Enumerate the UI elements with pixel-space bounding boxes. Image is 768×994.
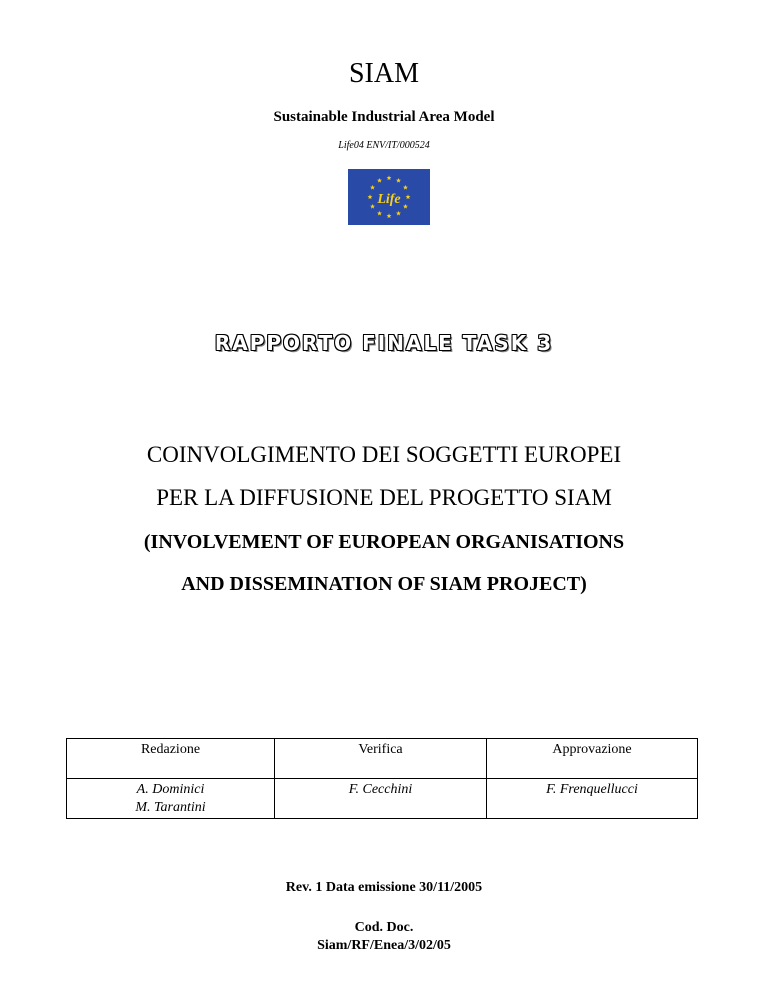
doc-code-label: Cod. Doc.	[354, 920, 414, 935]
heading-line-4: AND DISSEMINATION OF SIAM PROJECT)	[181, 573, 587, 595]
heading-line-2: PER LA DIFFUSIONE DEL PROGETTO SIAM	[156, 485, 612, 510]
report-title: RAPPORTO FINALE TASK 3	[214, 331, 554, 355]
redazione-name-1: A. Dominici	[136, 782, 205, 797]
heading-line-1: COINVOLGIMENTO DEI SOGGETTI EUROPEI	[146, 442, 622, 467]
document-title: SIAM	[348, 58, 419, 89]
table-row	[67, 779, 698, 819]
eu-life-logo-icon	[348, 169, 430, 225]
project-code: Life04 ENV/IT/000524	[338, 140, 430, 151]
header-cell-verifica: Verifica	[275, 739, 487, 779]
document-subtitle: Sustainable Industrial Area Model	[273, 109, 495, 125]
header-cell-redazione: Redazione	[67, 739, 275, 779]
approval-table	[66, 738, 698, 819]
verifica-name-cell: F. Cecchini	[275, 779, 487, 819]
doc-code-value: Siam/RF/Enea/3/02/05	[317, 938, 451, 953]
table-header-row	[67, 739, 698, 779]
header-cell-approvazione: Approvazione	[487, 739, 698, 779]
heading-line-3: (INVOLVEMENT OF EUROPEAN ORGANISATIONS	[143, 531, 625, 553]
approvazione-name-cell: F. Frenquellucci	[487, 779, 698, 819]
revision-info: Rev. 1 Data emissione 30/11/2005	[285, 880, 483, 895]
redazione-names-cell	[67, 779, 275, 819]
life-logo-text: Life	[377, 192, 401, 207]
eu-stars-icon	[348, 169, 430, 225]
redazione-name-2: M. Tarantini	[135, 800, 206, 815]
